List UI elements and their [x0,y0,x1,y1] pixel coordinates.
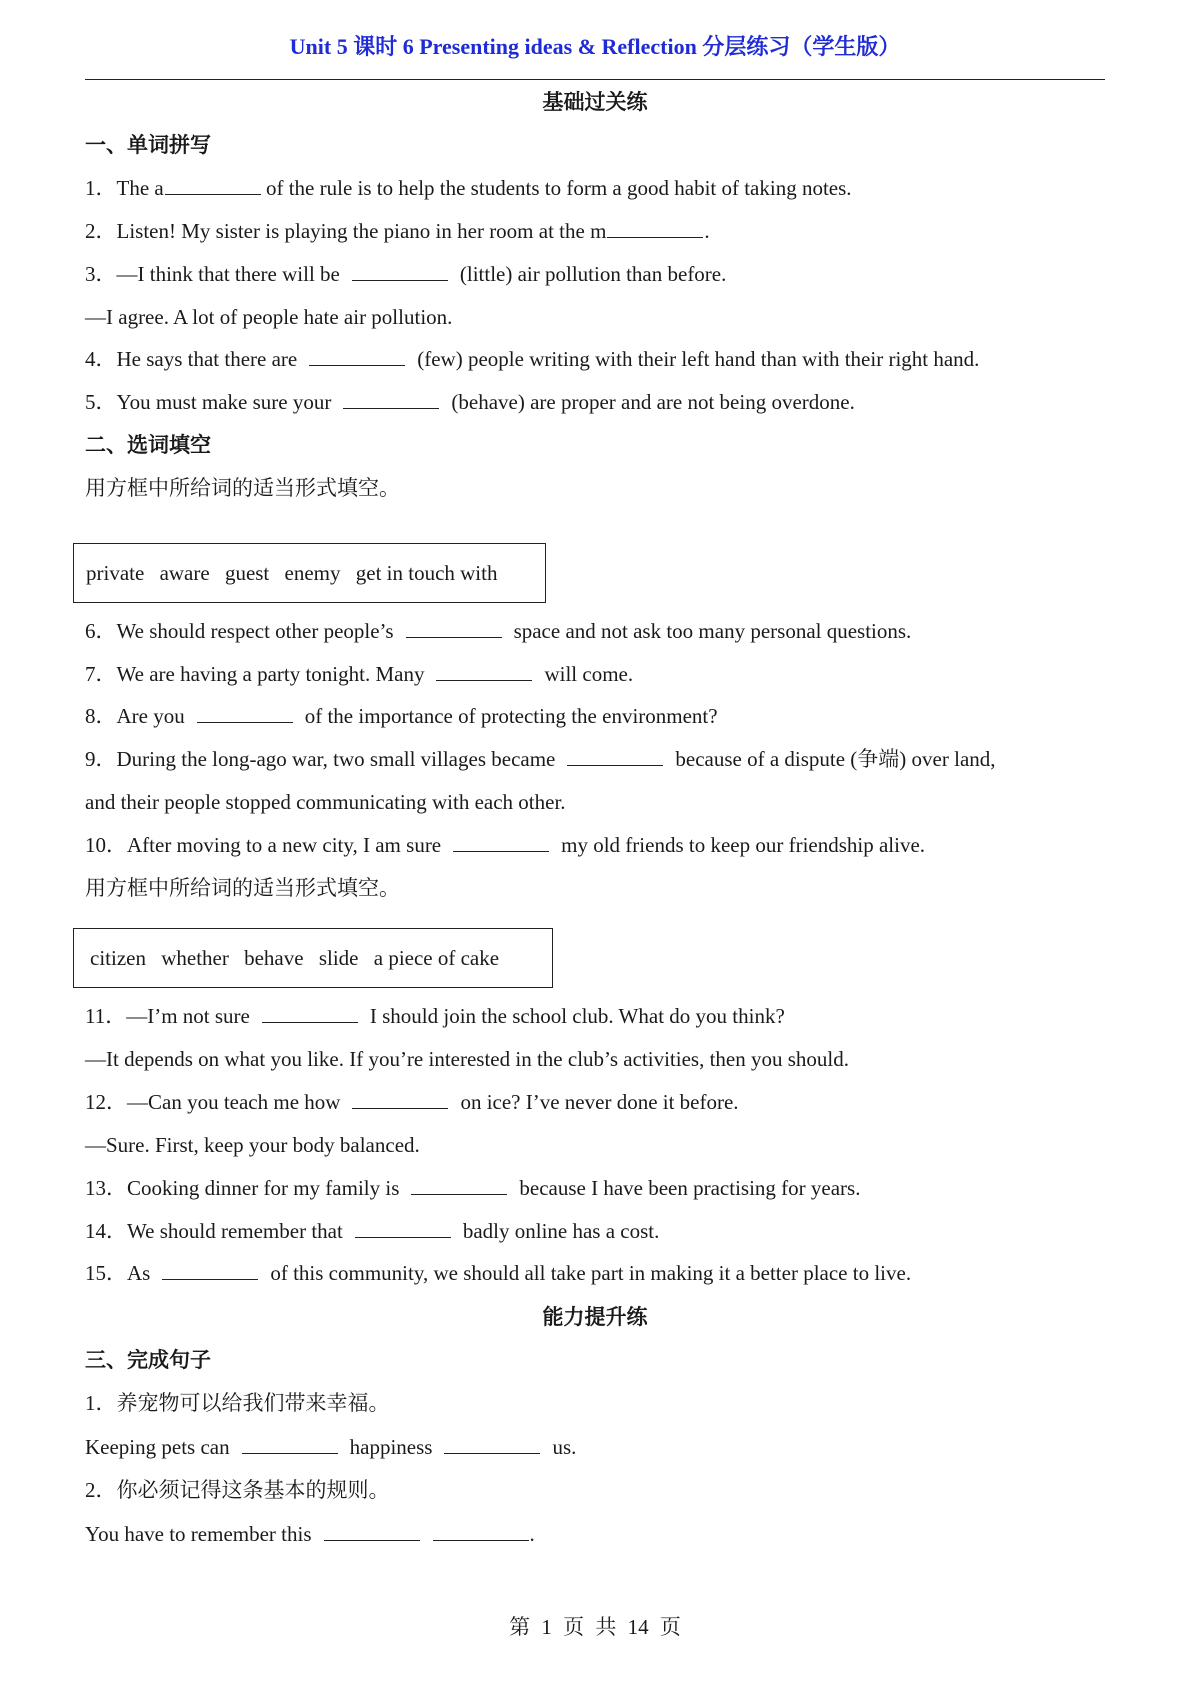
answer-blank[interactable] [309,345,405,366]
answer-blank[interactable] [355,1217,451,1238]
answer-blank[interactable] [165,174,261,195]
sentence-1-english: Keeping pets can happiness us. [85,1435,577,1459]
instruction-2: 用方框中所给词的适当形式填空。 [85,876,400,900]
section-advanced-title: 能力提升练 [542,1305,648,1329]
answer-blank[interactable] [352,1088,448,1109]
header-rule [85,79,1105,80]
question-11: 11．—I’m not sure I should join the school club. What do you think? [85,1004,785,1028]
section-2-heading: 二、选词填空 [85,433,211,457]
word-box-item: whether [161,946,229,970]
answer-blank[interactable] [352,260,448,281]
section-basic-title: 基础过关练 [542,90,648,114]
document-title: Unit 5 课时 6 Presenting ideas & Reflection 分层练习（学生版） [289,34,901,59]
question-13: 13．Cooking dinner for my family is because I have been practising for years. [85,1176,861,1200]
question-9-continued: and their people stopped communicating with each other. [85,790,566,814]
question-9: 9．During the long-ago war, two small villages became because of a dispute (争端) over land, [85,747,996,771]
answer-blank[interactable] [343,388,439,409]
word-box-item: guest [224,561,270,585]
answer-blank[interactable] [567,745,663,766]
question-1: 1．The a of the rule is to help the students to form a good habit of taking notes. [85,176,852,200]
section-3-heading: 三、完成句子 [85,1348,211,1372]
word-box-item: enemy [284,561,341,585]
word-box-item: private [86,561,145,585]
answer-blank[interactable] [411,1174,507,1195]
answer-blank[interactable] [607,217,703,238]
word-box-item: behave [244,946,304,970]
answer-blank[interactable] [162,1259,258,1280]
question-2: 2．Listen! My sister is playing the piano in her room at the m . [85,219,710,243]
instruction-1: 用方框中所给词的适当形式填空。 [85,476,400,500]
answer-blank[interactable] [197,702,293,723]
word-box-item: aware [159,561,210,585]
question-4: 4．He says that there are (few) people writing with their left hand than with their right hand. [85,347,980,371]
answer-blank[interactable] [436,660,532,681]
question-12: 12．—Can you teach me how on ice? I’ve never done it before. [85,1090,739,1114]
question-15: 15．As of this community, we should all take part in making it a better place to live. [85,1261,912,1285]
word-box-item: a piece of cake [373,946,500,970]
answer-blank[interactable] [406,617,502,638]
answer-blank[interactable] [242,1433,338,1454]
sentence-2-chinese: 2．你必须记得这条基本的规则。 [85,1478,390,1502]
sentence-2-english: You have to remember this . [85,1522,535,1546]
question-12-reply: —Sure. First, keep your body balanced. [85,1133,420,1157]
word-box-item: get in touch with [355,561,498,585]
question-8: 8．Are you of the importance of protecting the environment? [85,704,718,728]
page-footer: 第 1 页 共 14 页 [509,1615,681,1639]
question-7: 7．We are having a party tonight. Many will come. [85,662,634,686]
question-11-reply: —It depends on what you like. If you’re interested in the club’s activities, then you should. [85,1047,849,1071]
section-1-heading: 一、单词拼写 [85,133,211,157]
question-3-reply: —I agree. A lot of people hate air pollution. [85,305,453,329]
question-3: 3．—I think that there will be (little) air pollution than before. [85,262,727,286]
question-5: 5．You must make sure your (behave) are proper and are not being overdone. [85,390,855,414]
answer-blank[interactable] [453,831,549,852]
question-10: 10．After moving to a new city, I am sure my old friends to keep our friendship alive. [85,833,926,857]
word-box-item: slide [318,946,359,970]
word-box-1 [73,543,546,603]
question-6: 6．We should respect other people’s space and not ask too many personal questions. [85,619,912,643]
question-14: 14．We should remember that badly online has a cost. [85,1219,660,1243]
answer-blank[interactable] [324,1520,420,1541]
answer-blank[interactable] [444,1433,540,1454]
answer-blank[interactable] [433,1520,529,1541]
sentence-1-chinese: 1．养宠物可以给我们带来幸福。 [85,1391,390,1415]
answer-blank[interactable] [262,1002,358,1023]
word-box-item: citizen [90,946,146,970]
word-box-2 [73,928,553,988]
